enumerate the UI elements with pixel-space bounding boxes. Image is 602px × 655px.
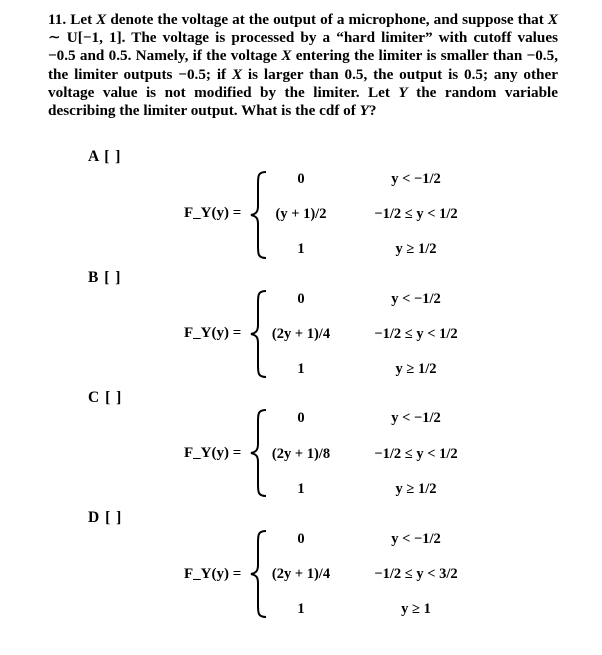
- problem-text-5: is larger than 0.5, the output is 0.5; any other voltage value is not modified by the limiter. Let: [48, 65, 558, 101]
- option-a-checkbox[interactable]: A [ ]: [88, 148, 122, 165]
- var-x-2: X: [547, 11, 559, 28]
- option-c-cdf-label: F_Y(y) =: [184, 445, 242, 461]
- problem-text-2: denote the voltage at the output of a microphone, and suppose that: [106, 11, 548, 28]
- distribution: ∼ U[−1, 1].: [48, 29, 126, 47]
- option-b-row2-cond: −1/2 ≤ y < 1/2: [374, 326, 458, 342]
- option-a-row3-cond: y ≥ 1/2: [395, 241, 437, 257]
- option-b-row3-cond: y ≥ 1/2: [395, 361, 437, 377]
- option-d-row3-value: 1: [297, 601, 305, 617]
- option-a-row2-value: (y + 1)/2: [275, 206, 327, 222]
- option-d-checkbox[interactable]: D [ ]: [88, 509, 123, 526]
- problem-text-6: the random variable describing the limiter output. What is the cdf of: [48, 83, 558, 120]
- option-a-row1-value: 0: [297, 171, 305, 187]
- problem-text-7: ?: [368, 102, 377, 120]
- option-d-row2-cond: −1/2 ≤ y < 3/2: [374, 566, 458, 582]
- option-c-row1-value: 0: [297, 410, 305, 426]
- option-d-row1-cond: y < −1/2: [391, 531, 441, 547]
- option-c-row1-cond: y < −1/2: [391, 410, 441, 426]
- option-b-row1-cond: y < −1/2: [391, 291, 441, 307]
- problem-text-3: The voltage is processed by a “hard limiter” with cutoff values −0.5 and 0.5. Namely, if the voltage: [48, 29, 558, 65]
- option-c-row3-cond: y ≥ 1/2: [395, 481, 437, 497]
- var-y: Y: [398, 83, 408, 101]
- option-d-row1-value: 0: [297, 531, 305, 547]
- option-a-row2-cond: −1/2 ≤ y < 1/2: [374, 206, 458, 222]
- problem-number: 11.: [48, 11, 67, 28]
- var-x-4: X: [231, 65, 243, 83]
- option-d-cdf-label: F_Y(y) =: [184, 566, 242, 582]
- option-d-row3-cond: y ≥ 1: [401, 601, 431, 617]
- option-b-row2-value: (2y + 1)/4: [271, 326, 331, 342]
- problem-text-4: entering the limiter is smaller than −0.5, the limiter outputs −0.5; if: [48, 47, 558, 83]
- option-b-checkbox[interactable]: B [ ]: [88, 269, 122, 286]
- option-c-checkbox[interactable]: C [ ]: [88, 389, 123, 406]
- var-x: X: [96, 11, 107, 28]
- option-a-cdf-label: F_Y(y) =: [184, 205, 242, 221]
- option-a-row3-value: 1: [297, 241, 305, 257]
- problem-statement: [48, 11, 558, 120]
- option-d-row2-value: (2y + 1)/4: [271, 566, 331, 582]
- option-a-row1-cond: y < −1/2: [391, 171, 441, 187]
- option-c-row3-value: 1: [297, 481, 305, 497]
- option-c-row2-value: (2y + 1)/8: [271, 446, 331, 462]
- option-b-cdf-label: F_Y(y) =: [184, 325, 242, 341]
- var-x-3: X: [281, 47, 292, 65]
- option-b-row3-value: 1: [297, 361, 305, 377]
- option-b-row1-value: 0: [297, 291, 305, 307]
- problem-text-1: Let: [70, 11, 97, 28]
- var-y-2: Y: [359, 102, 369, 120]
- option-c-row2-cond: −1/2 ≤ y < 1/2: [374, 446, 458, 462]
